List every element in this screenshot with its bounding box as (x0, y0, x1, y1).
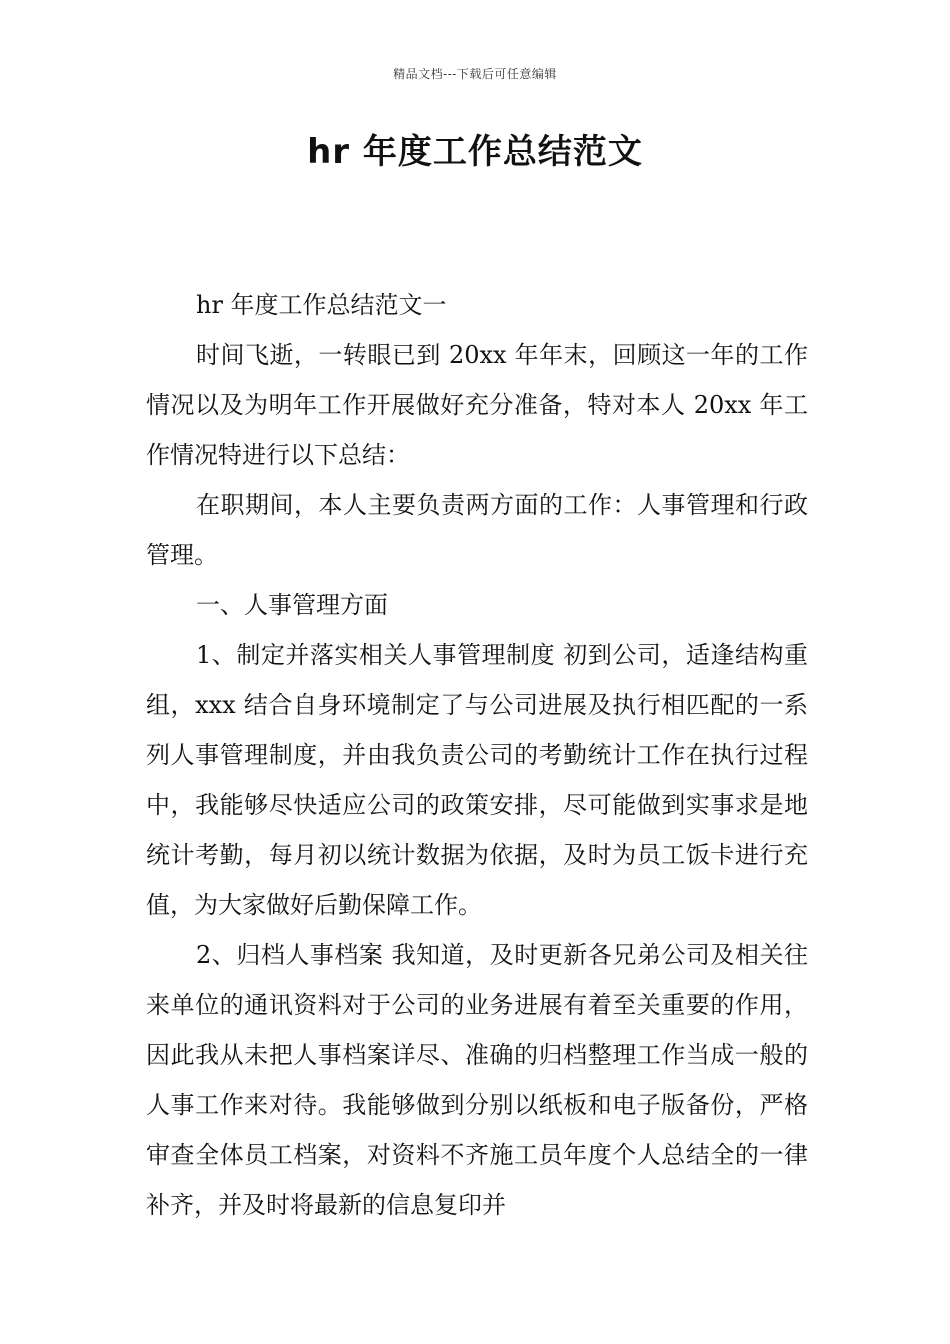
header-note: 精品文档---下载后可任意编辑 (393, 67, 557, 81)
paragraph-item-1: 1、制定并落实相关人事管理制度 初到公司，适逢结构重组，xxx 结合自身环境制定了与公司进展及执行相匹配的一系列人事管理制度，并由我负责公司的考勤统计工作在执行过程中，我能够尽快适应公司的政策安排，尽可能做到实事求是地统计考勤，每月初以统计数据为依据，及时为员工饭卡进行充值，为大家做好后勤保障工作。 (146, 641, 808, 919)
paragraph-duties: 在职期间，本人主要负责两方面的工作：人事管理和行政管理。 (146, 491, 808, 569)
paragraph-item-2: 2、归档人事档案 我知道，及时更新各兄弟公司及相关往来单位的通讯资料对于公司的业务进展有着至关重要的作用，因此我从未把人事档案详尽、准确的归档整理工作当成一般的人事工作来对待。我能够做到分别以纸板和电子版备份，严格审查全体员工档案，对资料不齐施工员年度个人总结全的一律补齐，并及时将最新的信息复印并 (146, 941, 808, 1219)
document-title: hr 年度工作总结范文 (307, 132, 643, 172)
subsection-heading: 一、人事管理方面 (196, 591, 388, 619)
paragraph-intro: 时间飞逝，一转眼已到 20xx 年年末，回顾这一年的工作情况以及为明年工作开展做好充分准备，特对本人 20xx 年工作情况特进行以下总结： (146, 341, 808, 469)
section-heading: hr 年度工作总结范文一 (196, 291, 447, 319)
document-body (146, 280, 808, 1230)
